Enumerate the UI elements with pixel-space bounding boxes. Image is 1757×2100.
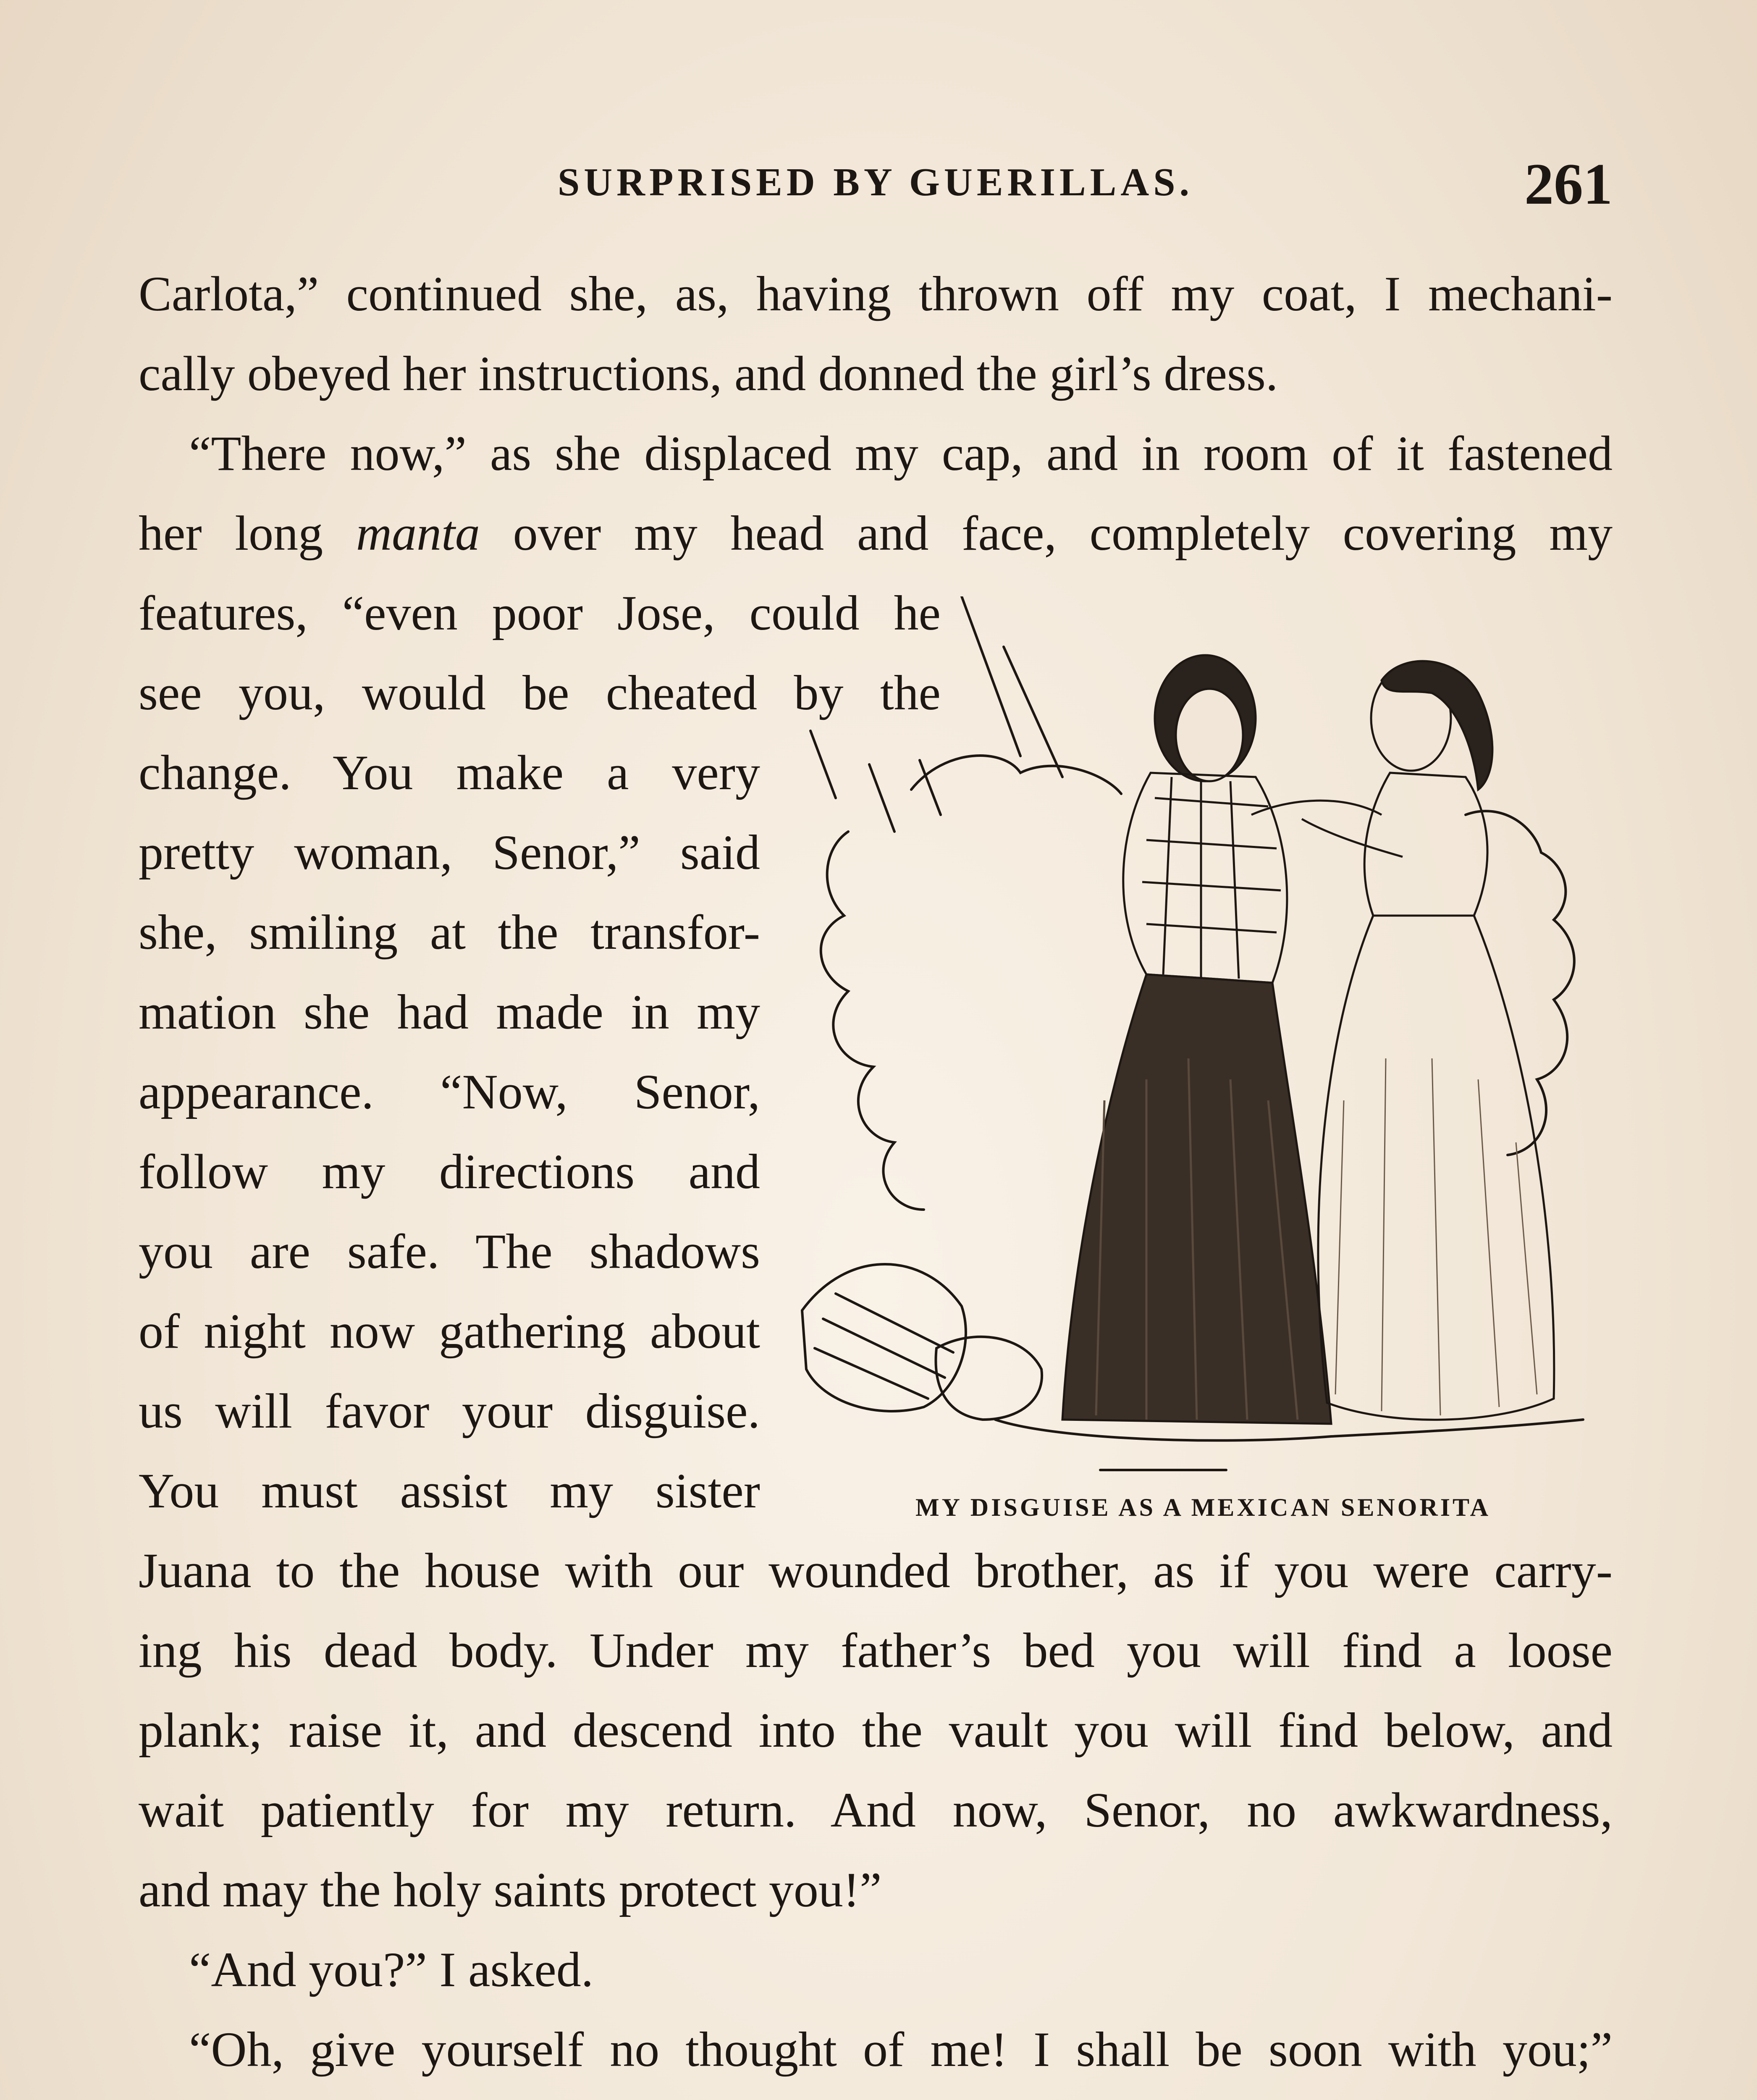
text-line: follow my directions and (139, 1144, 760, 1199)
text-line: features, “even poor Jose, could he (139, 585, 941, 640)
text-line: ing his dead body. Under my father’s bed you will find a loose (139, 1623, 1613, 1678)
text-line: see you, would be cheated by the (139, 665, 941, 720)
page-header (139, 152, 1613, 223)
text-line: us will favor your disguise. (139, 1383, 760, 1438)
text-line: of night now gathering about (139, 1304, 760, 1359)
text-line: appearance. “Now, Senor, (139, 1064, 760, 1119)
text-line: she, smiling at the transfor- (139, 905, 760, 960)
running-title: SURPRISED BY GUERILLAS. (557, 160, 1194, 204)
text-line: Juana to the house with our wounded brother, as if you were carry- (139, 1543, 1613, 1598)
page-number: 261 (1524, 152, 1613, 217)
text-line (139, 2098, 1613, 2100)
text-line: Carlota,” continued she, as, having thrown off my coat, I mechani- (139, 266, 1613, 321)
text-line: and may the holy saints protect you!” (139, 1862, 882, 1917)
text-line: change. You make a very (139, 745, 760, 800)
text-line: “There now,” as she displaced my cap, and in room of it fastened (189, 426, 1613, 481)
text-line: You must assist my sister (139, 1463, 760, 1518)
text-line: wait patiently for my return. And now, Senor, no awkwardness, (139, 1782, 1613, 1838)
illustration-caption: MY DISGUISE AS A MEXICAN SENORITA (915, 1494, 1491, 1521)
text-line: cally obeyed her instructions, and donned the girl’s dress. (139, 346, 1278, 401)
text-line: you are safe. The shadows (139, 1224, 760, 1279)
text-line: plank; raise it, and descend into the vault you will find below, and (139, 1703, 1613, 1758)
engraving-illustration (785, 596, 1621, 1491)
text-line: “And you?” I asked. (189, 1942, 594, 1997)
text-line: mation she had made in my (139, 984, 760, 1040)
text-line: “Oh, give yourself no thought of me! I shall be soon with you;” (189, 2022, 1613, 2077)
italic-word: manta (356, 506, 480, 561)
text-line: her long manta over my head and face, completely covering my (139, 506, 1613, 561)
text-line: pretty woman, Senor,” said (139, 825, 760, 880)
